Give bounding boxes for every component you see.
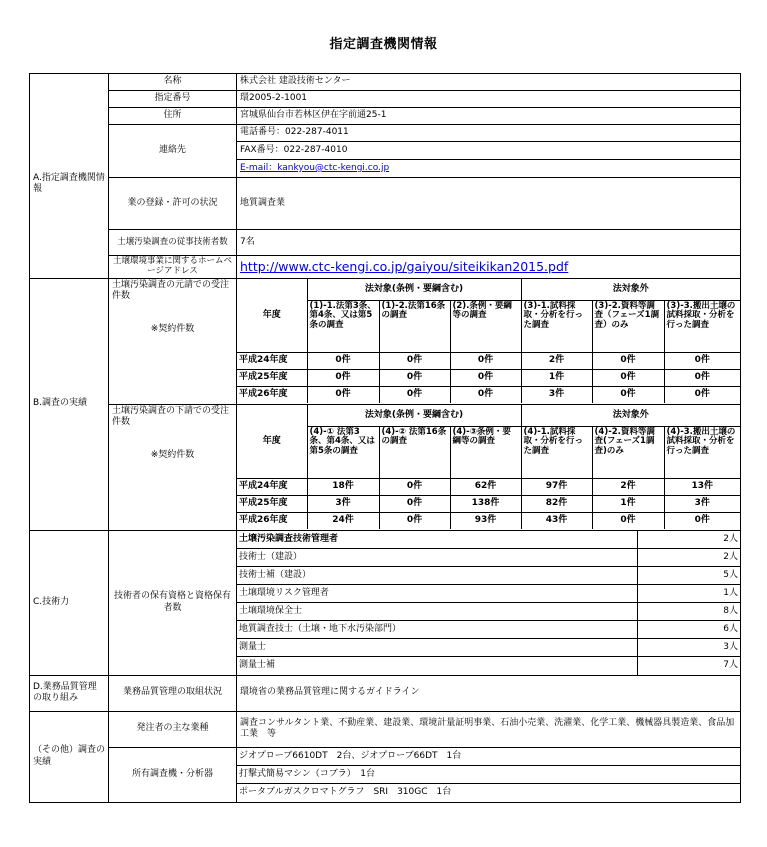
sub-label-cell: [109, 404, 237, 530]
count-cell: 0件: [307, 352, 379, 369]
address-value: 宮城県仙台市若林区伊在字前通25-1: [237, 108, 741, 125]
phone-value: 電話番号：022-287-4011: [237, 125, 741, 142]
section-a-heading: A.指定調査機関情報: [30, 74, 109, 279]
year-cell: 平成24年度: [237, 478, 307, 495]
count-cell: 0件: [379, 369, 450, 386]
sub-col-header: (4)-③条例・要綱等の調査: [450, 426, 521, 478]
count-cell: 0件: [379, 386, 450, 403]
sub-legal-group: 法対象(条例・要綱含む): [307, 405, 521, 426]
count-cell: 0件: [379, 352, 450, 369]
year-cell: 平成25年度: [237, 369, 307, 386]
count-cell: 3件: [521, 386, 592, 403]
count-cell: 1件: [521, 369, 592, 386]
equipment-item: ジオプローブ6610DT 2台、ジオプローブ66DT 1台: [237, 748, 740, 766]
prime-col-header: (3)-2.資料等調査（フェーズ1調査）のみ: [592, 300, 664, 352]
count-cell: 0件: [307, 369, 379, 386]
qualification-name: 測量士補: [237, 657, 637, 675]
prime-col-header: (3)-1.試料採取・分析を行った調査: [521, 300, 592, 352]
number-value: 環2005-2-1001: [237, 91, 741, 108]
sub-outside-group: 法対象外: [521, 405, 740, 426]
name-label: 名称: [109, 74, 237, 91]
table-row: [237, 478, 740, 495]
qualification-count: 8人: [637, 603, 740, 621]
count-cell: 13件: [664, 478, 740, 495]
count-cell: 24件: [307, 512, 379, 529]
contact-label: 連絡先: [109, 125, 237, 178]
qualification-count: 1人: [637, 585, 740, 603]
qualifications-label: 技術者の保有資格と資格保有者数: [109, 530, 237, 675]
prime-table-cell: [237, 278, 741, 404]
count-cell: 0件: [379, 512, 450, 529]
sub-note: ※契約件数: [150, 450, 195, 461]
equipment-item: 打撃式簡易マシン（コブラ） 1台: [237, 766, 740, 784]
count-cell: 0件: [664, 512, 740, 529]
count-cell: 3件: [664, 495, 740, 512]
count-cell: 138件: [450, 495, 521, 512]
equipment-item: ポータブルガスクロマトグラフ SRI 310GC 1台: [237, 784, 740, 802]
count-cell: 82件: [521, 495, 592, 512]
section-b-heading: B.調査の実績: [30, 278, 109, 530]
sub-col-header: (4)-② 法第16条の調査: [379, 426, 450, 478]
qualification-name: 技術士補（建設）: [237, 567, 637, 585]
table-row: [237, 549, 740, 567]
table-row: [237, 369, 740, 386]
year-cell: 平成25年度: [237, 495, 307, 512]
engineers-label: 土壌汚染調査の従事技術者数: [109, 230, 237, 256]
name-value: 株式会社 建設技術センター: [237, 74, 741, 91]
quality-value: 環境省の業務品質管理に関するガイドライン: [237, 675, 741, 711]
qualification-count: 2人: [637, 549, 740, 567]
table-row: [237, 748, 740, 766]
prime-count-table: [237, 279, 740, 403]
qualification-name: 技術士（建設）: [237, 549, 637, 567]
table-row: [237, 512, 740, 529]
qualifications-cell: [237, 530, 741, 675]
sub-col-header: (4)-① 法第3条、第4条、又は第5条の調査: [307, 426, 379, 478]
year-cell: 平成26年度: [237, 512, 307, 529]
prime-year-header: 年度: [237, 279, 307, 352]
count-cell: 0件: [592, 352, 664, 369]
count-cell: 0件: [592, 512, 664, 529]
count-cell: 2件: [521, 352, 592, 369]
clients-label: 発注者の主な業種: [109, 711, 237, 747]
table-row: [237, 784, 740, 802]
sub-col-header: (4)-1.試料採取・分析を行った調査: [521, 426, 592, 478]
count-cell: 0件: [450, 386, 521, 403]
license-label: 業の登録・許可の状況: [109, 178, 237, 230]
count-cell: 0件: [307, 386, 379, 403]
qualification-name: 地質調査技士（土壌・地下水汚染部門）: [237, 621, 637, 639]
qualification-count: 5人: [637, 567, 740, 585]
qualification-count: 3人: [637, 639, 740, 657]
sub-year-header: 年度: [237, 405, 307, 478]
address-label: 住所: [109, 108, 237, 125]
email-link[interactable]: E-mail：kankyou@ctc-kengi.co.jp: [237, 160, 741, 178]
prime-col-header: (1)-2.法第16条の調査: [379, 300, 450, 352]
prime-col-header: (1)-1.法第3条、第4条、又は第5条の調査: [307, 300, 379, 352]
table-row: [237, 531, 740, 549]
equipment-cell: [237, 747, 741, 802]
prime-note: ※契約件数: [150, 324, 195, 335]
engineers-value: 7名: [237, 230, 741, 256]
year-cell: 平成24年度: [237, 352, 307, 369]
table-row: [237, 585, 740, 603]
table-row: [237, 603, 740, 621]
prime-col-header: (3)-3.搬出土壌の試料採取・分析を行った調査: [664, 300, 740, 352]
sub-col-header: (4)-3.搬出土壌の試料採取・分析を行った調査: [664, 426, 740, 478]
count-cell: 62件: [450, 478, 521, 495]
qualification-count: 7人: [637, 657, 740, 675]
equipment-table: [237, 748, 740, 802]
qualification-name: 土壌環境保全士: [237, 603, 637, 621]
sub-count-table: [237, 405, 740, 529]
count-cell: 0件: [664, 352, 740, 369]
sub-label: 土壌汚染調査の下請での受注件数: [112, 405, 230, 427]
count-cell: 1件: [592, 495, 664, 512]
table-row: [237, 352, 740, 369]
homepage-label: 土壌環境事業に関するホームページアドレス: [109, 256, 237, 279]
section-c-heading: C.技術力: [30, 530, 109, 675]
qualification-name: 土壌環境リスク管理者: [237, 585, 637, 603]
prime-legal-group: 法対象(条例・要綱含む): [307, 279, 521, 300]
year-cell: 平成26年度: [237, 386, 307, 403]
table-row: [237, 567, 740, 585]
qualification-count: 6人: [637, 621, 740, 639]
qualification-count: 2人: [637, 531, 740, 549]
count-cell: 0件: [592, 386, 664, 403]
count-cell: 0件: [664, 386, 740, 403]
sub-col-header: (4)-2.資料等調査(フェーズ1調査)のみ: [592, 426, 664, 478]
count-cell: 0件: [379, 495, 450, 512]
count-cell: 43件: [521, 512, 592, 529]
count-cell: 0件: [379, 478, 450, 495]
table-row: [237, 657, 740, 675]
clients-value: 調査コンサルタント業、不動産業、建設業、環境計量証明事業、石油小売業、洗濯業、化学工業、機械器具製造業、食品加工業 等: [237, 711, 741, 747]
qualification-name: 土壌汚染調査技術管理者: [237, 531, 637, 549]
count-cell: 0件: [450, 369, 521, 386]
count-cell: 93件: [450, 512, 521, 529]
page-title: 指定調査機関情報: [329, 37, 438, 52]
equipment-label: 所有調査機・分析器: [109, 747, 237, 802]
fax-value: FAX番号：022-287-4010: [237, 142, 741, 160]
count-cell: 3件: [307, 495, 379, 512]
quality-label: 業務品質管理の取組状況: [109, 675, 237, 711]
license-value: 地質調査業: [237, 178, 741, 230]
sub-table-cell: [237, 404, 741, 530]
prime-outside-group: 法対象外: [521, 279, 740, 300]
table-row: [237, 621, 740, 639]
count-cell: 2件: [592, 478, 664, 495]
count-cell: 0件: [450, 352, 521, 369]
prime-label-cell: [109, 278, 237, 404]
count-cell: 0件: [592, 369, 664, 386]
homepage-link[interactable]: http://www.ctc-kengi.co.jp/gaiyou/siteikikan2015.pdf: [237, 256, 741, 279]
qualifications-table: [237, 531, 740, 675]
table-row: [237, 639, 740, 657]
prime-label: 土壌汚染調査の元請での受注件数: [112, 279, 230, 301]
section-e-heading: （その他）調査の実績: [30, 711, 109, 802]
table-row: [237, 766, 740, 784]
table-row: [237, 386, 740, 403]
count-cell: 0件: [664, 369, 740, 386]
count-cell: 97件: [521, 478, 592, 495]
section-d-heading: D.業務品質管理の取り組み: [30, 675, 109, 711]
number-label: 指定番号: [109, 91, 237, 108]
qualification-name: 測量士: [237, 639, 637, 657]
count-cell: 18件: [307, 478, 379, 495]
prime-col-header: (2).条例・要綱等の調査: [450, 300, 521, 352]
institution-info-table: [29, 73, 741, 803]
table-row: [237, 495, 740, 512]
